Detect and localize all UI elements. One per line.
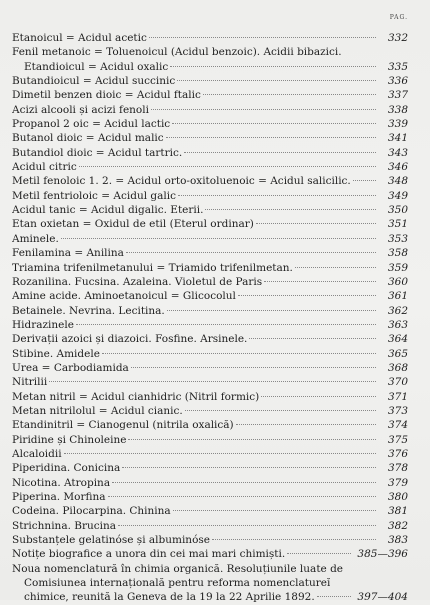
toc-entry-page: 378: [387, 462, 408, 475]
dot-leader: [238, 295, 376, 296]
toc-entry-title: Etan oxietan = Oxidul de etil (Eterul ordinar): [12, 218, 254, 231]
toc-entry-page: 375: [387, 433, 408, 446]
toc-entry-page: 361: [387, 290, 408, 303]
dot-leader: [170, 66, 376, 67]
toc-entry: [12, 304, 408, 318]
toc-entry: [12, 533, 408, 547]
dot-leader: [172, 123, 376, 124]
toc-entry-title: Etandioicul = Acidul oxalic: [24, 60, 169, 73]
dot-leader: [49, 381, 376, 382]
toc-entry-page: 349: [387, 189, 408, 202]
toc-entry-page: 379: [387, 476, 408, 489]
toc-entry: [12, 261, 408, 275]
toc-entry-page: 350: [387, 204, 408, 217]
toc-entry-page: 373: [387, 404, 408, 417]
dot-leader: [177, 80, 376, 81]
toc-entry-page: 371: [387, 390, 408, 403]
toc-entry: [12, 347, 408, 361]
dot-leader: [264, 281, 376, 282]
dot-leader: [79, 166, 376, 167]
toc-entry-title: Comisiunea internațională pentru reforma nomenclatureĭ: [24, 577, 331, 590]
toc-entry-title: Etandinitril = Cianogenul (nitrila oxalică): [12, 419, 234, 432]
toc-entry-title: Hidrazinele: [12, 318, 74, 331]
toc-entry: [12, 189, 408, 203]
dot-leader: [166, 137, 376, 138]
toc-entry-page: 364: [387, 333, 408, 346]
toc-entry-page: 353: [387, 232, 408, 245]
dot-leader: [185, 410, 376, 411]
toc-entry-page: 380: [387, 491, 408, 503]
toc-entry: [12, 31, 408, 45]
toc-entry-title: Metil fenoloic 1. 2. = Acidul orto-oxitoluenoic = Acidul salicilic.: [12, 175, 351, 188]
toc-entry: [12, 332, 408, 346]
toc-entry-title: Stibine. Amidele: [12, 347, 100, 360]
toc-entry-page: 383: [387, 534, 408, 547]
toc-entry: [12, 576, 408, 590]
dot-leader: [287, 553, 351, 554]
toc-entry-title: Metan nitrilolul = Acidul cianic.: [12, 404, 183, 417]
toc-entry: [12, 318, 408, 332]
dot-leader: [236, 424, 376, 425]
toc-entry-title: Nitrilii: [12, 376, 48, 389]
dot-leader: [184, 152, 376, 153]
toc-entry: [12, 289, 408, 303]
toc-entry-page: 382: [387, 519, 408, 532]
dot-leader: [151, 109, 376, 110]
toc-entry-page: 381: [387, 505, 408, 518]
dot-leader: [64, 453, 376, 454]
toc-entry-page: 385—396: [357, 548, 408, 561]
toc-entry: [12, 117, 408, 131]
dot-leader: [76, 324, 376, 325]
toc-entry: [12, 447, 408, 461]
toc-entry: [12, 160, 408, 174]
toc-entry: [12, 60, 408, 74]
toc-entry: [12, 74, 408, 88]
toc-entry-title: Derivații azoici și diazoici. Fosfine. Arsinele.: [12, 333, 248, 346]
toc-entry-title: Butandioicul = Acidul succinic: [12, 75, 176, 88]
toc-entry-page: 336: [387, 75, 408, 88]
toc-entry-page: 338: [387, 103, 408, 116]
toc-entry-page: 362: [387, 304, 408, 317]
toc-entry-title: Acidul tanic = Acidul digalic. Eterii.: [12, 204, 204, 217]
toc-entry-title: Acizi alcooli și acizi fenoli: [12, 103, 149, 116]
toc-entry-title: Noua nomenclatură în chimia organică. Resoluțiunile luate de: [12, 562, 344, 575]
toc-entry-page: 370: [387, 376, 408, 389]
toc-entry-title: Alcaloidii: [12, 447, 62, 460]
toc-entry-title: Rozanilina. Fucsina. Azaleina. Violetul de Paris: [12, 275, 263, 288]
dot-leader: [205, 209, 376, 210]
toc-entry-page: 348: [387, 175, 408, 188]
toc-entry-title: Amine acide. Aminoetanoicul = Glicocolul: [12, 290, 236, 303]
toc-entry-page: 337: [387, 89, 408, 102]
dot-leader: [61, 238, 376, 239]
toc-entry-title: Etanoicul = Acidul acetic: [12, 32, 147, 44]
dot-leader: [128, 439, 376, 440]
toc-entry-page: 397—404: [357, 591, 408, 604]
toc-entry: [12, 361, 408, 375]
page-column-header: PAG.: [389, 14, 408, 21]
toc-entry: [12, 519, 408, 533]
toc-entry-page: 360: [387, 275, 408, 288]
dot-leader: [173, 510, 376, 511]
dot-leader: [178, 195, 376, 196]
toc-entry-page: 358: [387, 247, 408, 260]
dot-leader: [317, 596, 352, 597]
toc-entry-title: Butandiol dioic = Acidul tartric.: [12, 146, 183, 159]
dot-leader: [131, 367, 376, 368]
toc-entry-page: 365: [387, 347, 408, 360]
toc-entry: [12, 103, 408, 117]
dot-leader: [353, 180, 376, 181]
toc-entry-page: 346: [387, 161, 408, 174]
toc-entry: [12, 404, 408, 418]
toc-entry-page: 335: [387, 60, 408, 73]
toc-entry-title: Piperina. Morfina: [12, 491, 106, 503]
dot-leader: [118, 525, 376, 526]
table-of-contents: [12, 31, 408, 605]
toc-entry: [12, 433, 408, 447]
toc-entry-title: Aminele.: [12, 232, 59, 245]
toc-entry-title: Piperidina. Conicina: [12, 462, 121, 475]
toc-entry: [12, 504, 408, 518]
dot-leader: [112, 482, 376, 483]
dot-leader: [256, 223, 376, 224]
toc-entry: [12, 275, 408, 289]
dot-leader: [295, 267, 376, 268]
toc-entry: [12, 45, 408, 59]
toc-entry-page: 343: [387, 146, 408, 159]
toc-entry-title: Propanol 2 oic = Acidul lactic: [12, 118, 171, 131]
dot-leader: [149, 37, 376, 38]
toc-entry-title: Dimetil benzen dioic = Acidul ftalic: [12, 89, 201, 102]
toc-entry: [12, 562, 408, 576]
dot-leader: [126, 252, 376, 253]
dot-leader: [249, 338, 376, 339]
toc-entry-page: 376: [387, 447, 408, 460]
toc-entry-title: Substanțele gelatinóse și albuminóse: [12, 534, 210, 547]
toc-entry-title: chimice, reunită la Geneva de la 19 la 22 Aprilie 1892.: [24, 591, 315, 604]
toc-entry-title: Metan nitril = Acidul cianhidric (Nitril formic): [12, 390, 260, 403]
toc-entry-title: Betainele. Nevrina. Lecitina.: [12, 304, 165, 317]
dot-leader: [102, 353, 376, 354]
toc-entry: [12, 232, 408, 246]
toc-entry: [12, 203, 408, 217]
toc-entry-page: 351: [387, 218, 408, 231]
dot-leader: [167, 310, 376, 311]
dot-leader: [108, 496, 376, 497]
toc-entry: [12, 590, 408, 604]
toc-entry-title: Fenilamina = Anilina: [12, 247, 124, 260]
toc-entry: [12, 490, 408, 504]
toc-entry: [12, 146, 408, 160]
dot-leader: [212, 539, 376, 540]
toc-entry-page: 332: [387, 32, 408, 44]
toc-entry-title: Urea = Carbodiamida: [12, 361, 129, 374]
toc-entry: [12, 476, 408, 490]
toc-entry-title: Triamina trifenilmetanului = Triamido trifenilmetan.: [12, 261, 293, 274]
toc-entry-page: 374: [387, 419, 408, 432]
toc-entry-page: 359: [387, 261, 408, 274]
toc-entry-page: 368: [387, 361, 408, 374]
toc-entry: [12, 246, 408, 260]
toc-entry: [12, 390, 408, 404]
toc-entry-page: 363: [387, 318, 408, 331]
toc-entry: [12, 375, 408, 389]
toc-entry: [12, 217, 408, 231]
toc-entry-title: Codeina. Pilocarpina. Chinina: [12, 505, 171, 518]
toc-entry: [12, 88, 408, 102]
toc-entry: [12, 418, 408, 432]
toc-entry-title: Acidul citric: [12, 161, 77, 174]
toc-entry: [12, 131, 408, 145]
dot-leader: [261, 396, 376, 397]
toc-entry-title: Piridine și Chinoleine: [12, 433, 127, 446]
toc-entry: [12, 547, 408, 561]
dot-leader: [122, 467, 376, 468]
toc-entry-title: Fenil metanoic = Toluenoicul (Acidul benzoic). Acidii bibazici.: [12, 46, 342, 59]
toc-entry: [12, 174, 408, 188]
toc-entry: [12, 461, 408, 475]
toc-entry-title: Nicotina. Atropina: [12, 476, 111, 489]
dot-leader: [203, 94, 376, 95]
toc-entry-page: 339: [387, 118, 408, 131]
toc-entry-title: Butanol dioic = Acidul malic: [12, 132, 164, 145]
toc-entry-title: Metil fentrioloic = Acidul galic: [12, 189, 176, 202]
toc-entry-page: 341: [387, 132, 408, 145]
toc-entry-title: Strichnina. Brucina: [12, 519, 117, 532]
toc-entry-title: Notițe biografice a unora din cei mai mari chimiști.: [12, 548, 286, 561]
